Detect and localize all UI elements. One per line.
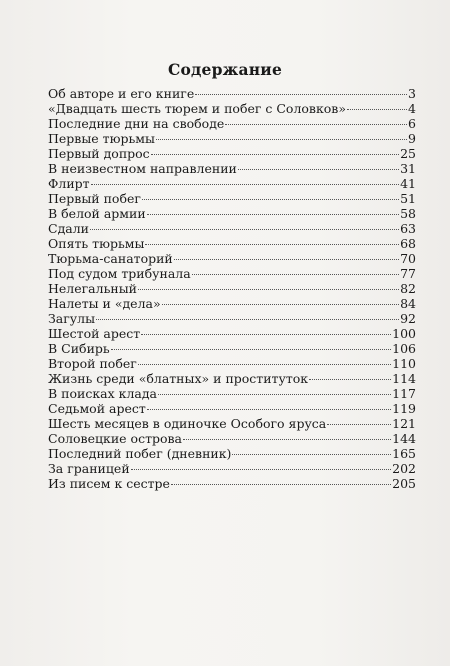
toc-entry	[48, 191, 416, 206]
toc-dot-leader	[90, 229, 399, 230]
toc-entry-title: Тюрьма-санаторий	[48, 251, 173, 266]
toc-entry-title: Первый побег	[48, 191, 141, 206]
toc-entry-title: Шесть месяцев в одиночке Особого яруса	[48, 416, 327, 431]
toc-dot-leader	[309, 379, 391, 380]
toc-entry	[48, 461, 416, 476]
toc-page-number: 165	[392, 446, 416, 461]
toc-entry	[48, 266, 416, 281]
toc-entry	[48, 86, 416, 101]
toc-entry-title: Налеты и «дела»	[48, 296, 161, 311]
toc-page-number: 31	[400, 161, 416, 176]
toc-page-number: 119	[392, 401, 416, 416]
toc-entry-title: В Сибирь	[48, 341, 110, 356]
toc-entry	[48, 206, 416, 221]
toc-entry-title: Сдали	[48, 221, 89, 236]
toc-dot-leader	[158, 394, 391, 395]
toc-dot-leader	[141, 334, 391, 335]
toc-page-number: 68	[400, 236, 416, 251]
toc-dot-leader	[238, 169, 399, 170]
toc-entry	[48, 416, 416, 431]
toc-entry	[48, 296, 416, 311]
toc-page-number: 63	[400, 221, 416, 236]
toc-entry	[48, 476, 416, 491]
toc-page-number: 202	[392, 461, 416, 476]
toc-entry-title: Первые тюрьмы	[48, 131, 155, 146]
toc-dot-leader	[183, 439, 391, 440]
toc-entry-title: Второй побег	[48, 356, 137, 371]
toc-entry-title: Флирт	[48, 176, 90, 191]
toc-dot-leader	[225, 124, 407, 125]
toc-page-number: 121	[392, 416, 416, 431]
toc-entry	[48, 311, 416, 326]
toc-entry-title: Соловецкие острова	[48, 431, 183, 446]
toc-page-number: 117	[392, 386, 416, 401]
toc-entry	[48, 251, 416, 266]
toc-entry	[48, 236, 416, 251]
toc-page-number: 205	[392, 476, 416, 491]
toc-page-number: 114	[392, 371, 416, 386]
toc-entry	[48, 281, 416, 296]
toc-entry	[48, 341, 416, 356]
toc-entry	[48, 101, 416, 116]
toc-page-number: 6	[408, 116, 416, 131]
toc-entry-title: Последние дни на свободе	[48, 116, 225, 131]
toc-entry-title: Последний побег (дневник)	[48, 446, 232, 461]
toc-entry	[48, 431, 416, 446]
toc-entry-title: Под судом трибунала	[48, 266, 191, 281]
toc-entry-title: Загулы	[48, 311, 96, 326]
toc-entry	[48, 146, 416, 161]
toc-page-number: 58	[400, 206, 416, 221]
toc-entry-title: В белой армии	[48, 206, 146, 221]
toc-entry	[48, 326, 416, 341]
toc-page-number: 100	[392, 326, 416, 341]
toc-entry-title: «Двадцать шесть тюрем и побег с Соловков»	[48, 101, 346, 116]
toc-entry-title: Первый допрос	[48, 146, 150, 161]
toc-entry-title: Шестой арест	[48, 326, 141, 341]
toc-page-number: 3	[408, 86, 416, 101]
toc-dot-leader	[147, 214, 399, 215]
toc-entry	[48, 401, 416, 416]
toc-dot-leader	[142, 199, 399, 200]
toc-dot-leader	[138, 364, 391, 365]
toc-dot-leader	[174, 259, 399, 260]
toc-dot-leader	[91, 184, 400, 185]
toc-entry-title: Седьмой арест	[48, 401, 146, 416]
toc-entry-title: Из писем к сестре	[48, 476, 170, 491]
toc-dot-leader	[156, 139, 407, 140]
toc-entry	[48, 356, 416, 371]
toc-dot-leader	[96, 319, 399, 320]
toc-entry-title: Жизнь среди «блатных» и проституток	[48, 371, 309, 386]
toc-dot-leader	[171, 484, 391, 485]
toc-page-number: 82	[400, 281, 416, 296]
toc-page-number: 51	[400, 191, 416, 206]
toc-page-number: 84	[400, 296, 416, 311]
toc-page-number: 41	[400, 176, 416, 191]
toc-entry-title: Нелегальный	[48, 281, 137, 296]
toc-entry-title: Опять тюрьмы	[48, 236, 145, 251]
toc-page-number: 92	[400, 311, 416, 326]
toc-dot-leader	[327, 424, 391, 425]
toc-entry	[48, 131, 416, 146]
toc-page-number: 106	[392, 341, 416, 356]
page-title: Содержание	[167, 60, 283, 79]
toc-entry	[48, 371, 416, 386]
toc-dot-leader	[145, 244, 399, 245]
toc-entry	[48, 161, 416, 176]
toc-dot-leader	[232, 454, 391, 455]
toc-entry-title: Об авторе и его книге	[48, 86, 195, 101]
toc-dot-leader	[192, 274, 399, 275]
toc-entry	[48, 386, 416, 401]
toc-page-number: 70	[400, 251, 416, 266]
toc-entry-title: В поисках клада	[48, 386, 157, 401]
toc-dot-leader	[162, 304, 399, 305]
toc-page-number: 77	[400, 266, 416, 281]
toc-entry	[48, 446, 416, 461]
toc-entry-title: За границей	[48, 461, 130, 476]
toc-page-number: 4	[408, 101, 416, 116]
toc-dot-leader	[138, 289, 399, 290]
toc-dot-leader	[131, 469, 391, 470]
toc-dot-leader	[151, 154, 399, 155]
toc-entry	[48, 176, 416, 191]
table-of-contents	[48, 86, 416, 491]
toc-dot-leader	[111, 349, 391, 350]
toc-page-number: 9	[408, 131, 416, 146]
toc-entry	[48, 221, 416, 236]
toc-dot-leader	[195, 94, 407, 95]
toc-entry	[48, 116, 416, 131]
toc-dot-leader	[147, 409, 391, 410]
toc-page-number: 25	[400, 146, 416, 161]
toc-page-number: 144	[392, 431, 416, 446]
toc-entry-title: В неизвестном направлении	[48, 161, 237, 176]
toc-dot-leader	[347, 109, 407, 110]
toc-page-number: 110	[392, 356, 416, 371]
